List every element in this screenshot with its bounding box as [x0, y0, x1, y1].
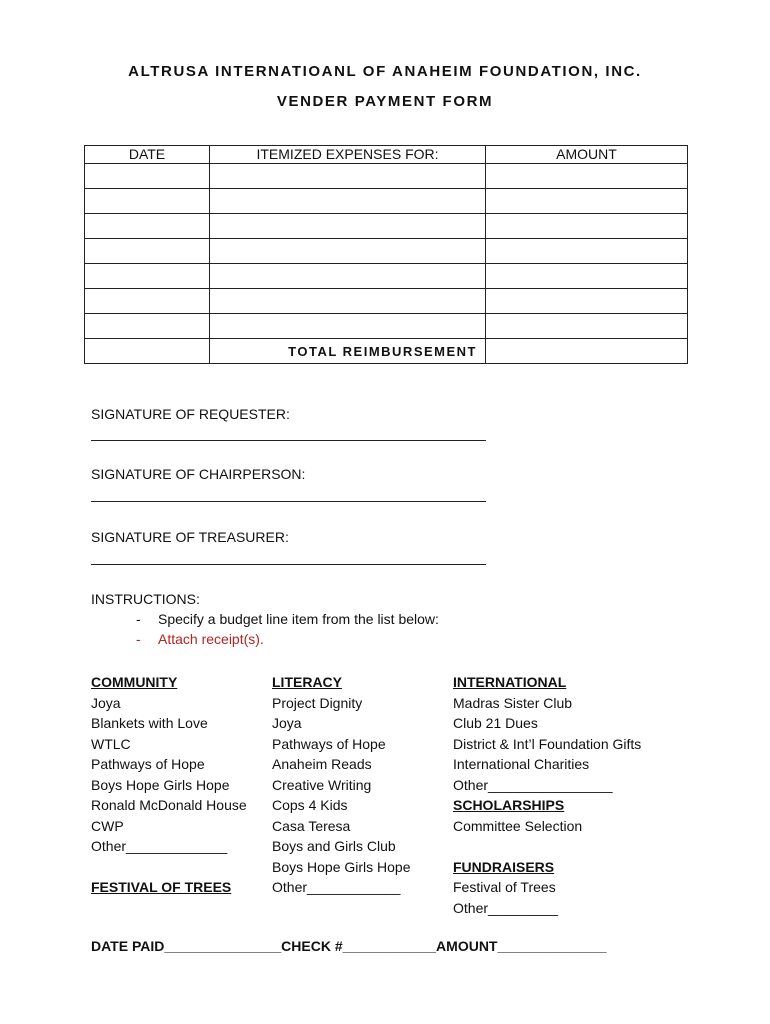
- date-cell[interactable]: [85, 239, 210, 264]
- payment-footer: DATE PAID_______________CHECK #____________AMOUNT______________: [91, 938, 607, 954]
- list-item: Pathways of Hope: [91, 756, 205, 772]
- list-item: Pathways of Hope: [272, 735, 386, 752]
- amount-cell[interactable]: [486, 214, 688, 239]
- list-item: Other_________: [453, 899, 559, 916]
- expense-cell[interactable]: [210, 214, 486, 239]
- table-row: [85, 189, 688, 214]
- date-cell[interactable]: [85, 314, 210, 339]
- list-item: Committee Selection: [453, 817, 583, 834]
- amount-cell[interactable]: [486, 164, 688, 189]
- chairperson-signature-line[interactable]: [91, 501, 486, 502]
- list-item: Boys and Girls Club: [272, 838, 396, 854]
- table-header-row: [85, 146, 688, 164]
- expense-cell[interactable]: [210, 289, 486, 314]
- list-item: Club 21 Dues: [453, 715, 538, 731]
- amount-cell[interactable]: [486, 264, 688, 289]
- expense-table: [84, 145, 688, 364]
- list-item: District & Int’l Foundation Gifts: [453, 735, 642, 752]
- table-row: [85, 289, 688, 314]
- amount-header: AMOUNT: [486, 146, 688, 164]
- date-cell[interactable]: [85, 164, 210, 189]
- list-item: Anaheim Reads: [272, 756, 372, 772]
- instructions-label: INSTRUCTIONS:: [91, 591, 200, 607]
- international-heading: INTERNATIONAL: [453, 674, 567, 690]
- expense-cell[interactable]: [210, 164, 486, 189]
- list-item: Joya: [91, 694, 121, 711]
- org-title: ALTRUSA INTERNATIOANL OF ANAHEIM FOUNDATION, INC.: [128, 63, 642, 80]
- date-cell[interactable]: [85, 189, 210, 214]
- expense-cell[interactable]: [210, 189, 486, 214]
- treasurer-signature-line[interactable]: [91, 564, 486, 565]
- expenses-header: ITEMIZED EXPENSES FOR:: [210, 146, 486, 164]
- list-item: WTLC: [91, 735, 131, 752]
- treasurer-signature-label: SIGNATURE OF TREASURER:: [91, 529, 289, 545]
- list-item: Other________________: [453, 776, 613, 793]
- list-item: CWP: [91, 817, 124, 834]
- expense-cell[interactable]: [210, 239, 486, 264]
- table-row: [85, 239, 688, 264]
- list-item: Boys Hope Girls Hope: [91, 776, 230, 793]
- scholarships-heading: SCHOLARSHIPS: [453, 797, 565, 813]
- amount-cell[interactable]: [486, 239, 688, 264]
- instruction-item: - Attach receipt(s).: [136, 631, 264, 647]
- community-column: [91, 672, 247, 898]
- list-item: Madras Sister Club: [453, 694, 573, 711]
- form-title: VENDER PAYMENT FORM: [276, 93, 494, 110]
- expense-cell[interactable]: [210, 264, 486, 289]
- amount-cell[interactable]: [486, 189, 688, 214]
- instruction-text: Attach receipt(s).: [158, 631, 264, 647]
- expense-cell[interactable]: [210, 314, 486, 339]
- table-row: [85, 164, 688, 189]
- list-item: Other____________: [272, 879, 401, 895]
- list-item: Ronald McDonald House: [91, 797, 247, 813]
- table-row: [85, 214, 688, 239]
- list-item: Cops 4 Kids: [272, 797, 348, 813]
- total-label: TOTAL REIMBURSEMENT: [210, 339, 486, 364]
- instruction-text: Specify a budget line item from the list below:: [158, 611, 439, 627]
- list-item: Blankets with Love: [91, 715, 208, 731]
- requester-signature-label: SIGNATURE OF REQUESTER:: [91, 406, 290, 422]
- date-header: DATE: [85, 146, 210, 164]
- total-row: [85, 339, 688, 364]
- instruction-item: - Specify a budget line item from the list below:: [136, 611, 439, 627]
- total-amount-cell[interactable]: [486, 339, 688, 364]
- date-cell[interactable]: [85, 264, 210, 289]
- amount-cell[interactable]: [486, 314, 688, 339]
- literacy-heading: LITERACY: [272, 674, 342, 690]
- date-cell[interactable]: [85, 289, 210, 314]
- date-cell[interactable]: [85, 214, 210, 239]
- fundraisers-heading: FUNDRAISERS: [453, 858, 555, 875]
- literacy-column: [272, 672, 411, 898]
- table-row: [85, 314, 688, 339]
- list-item: Festival of Trees: [453, 879, 556, 895]
- list-item: Casa Teresa: [272, 817, 351, 834]
- amount-cell[interactable]: [486, 289, 688, 314]
- requester-signature-line[interactable]: [91, 440, 486, 441]
- chairperson-signature-label: SIGNATURE OF CHAIRPERSON:: [91, 466, 306, 482]
- community-heading: COMMUNITY: [91, 674, 178, 690]
- list-item: Other_____________: [91, 838, 228, 854]
- list-item: Boys Hope Girls Hope: [272, 858, 411, 875]
- list-item: Project Dignity: [272, 694, 363, 711]
- festival-heading: FESTIVAL OF TREES: [91, 879, 232, 895]
- table-row: [85, 264, 688, 289]
- list-item: International Charities: [453, 756, 590, 772]
- international-column: [453, 672, 641, 918]
- list-item: Creative Writing: [272, 776, 372, 793]
- list-item: Joya: [272, 715, 302, 731]
- total-blank-cell: [85, 339, 210, 364]
